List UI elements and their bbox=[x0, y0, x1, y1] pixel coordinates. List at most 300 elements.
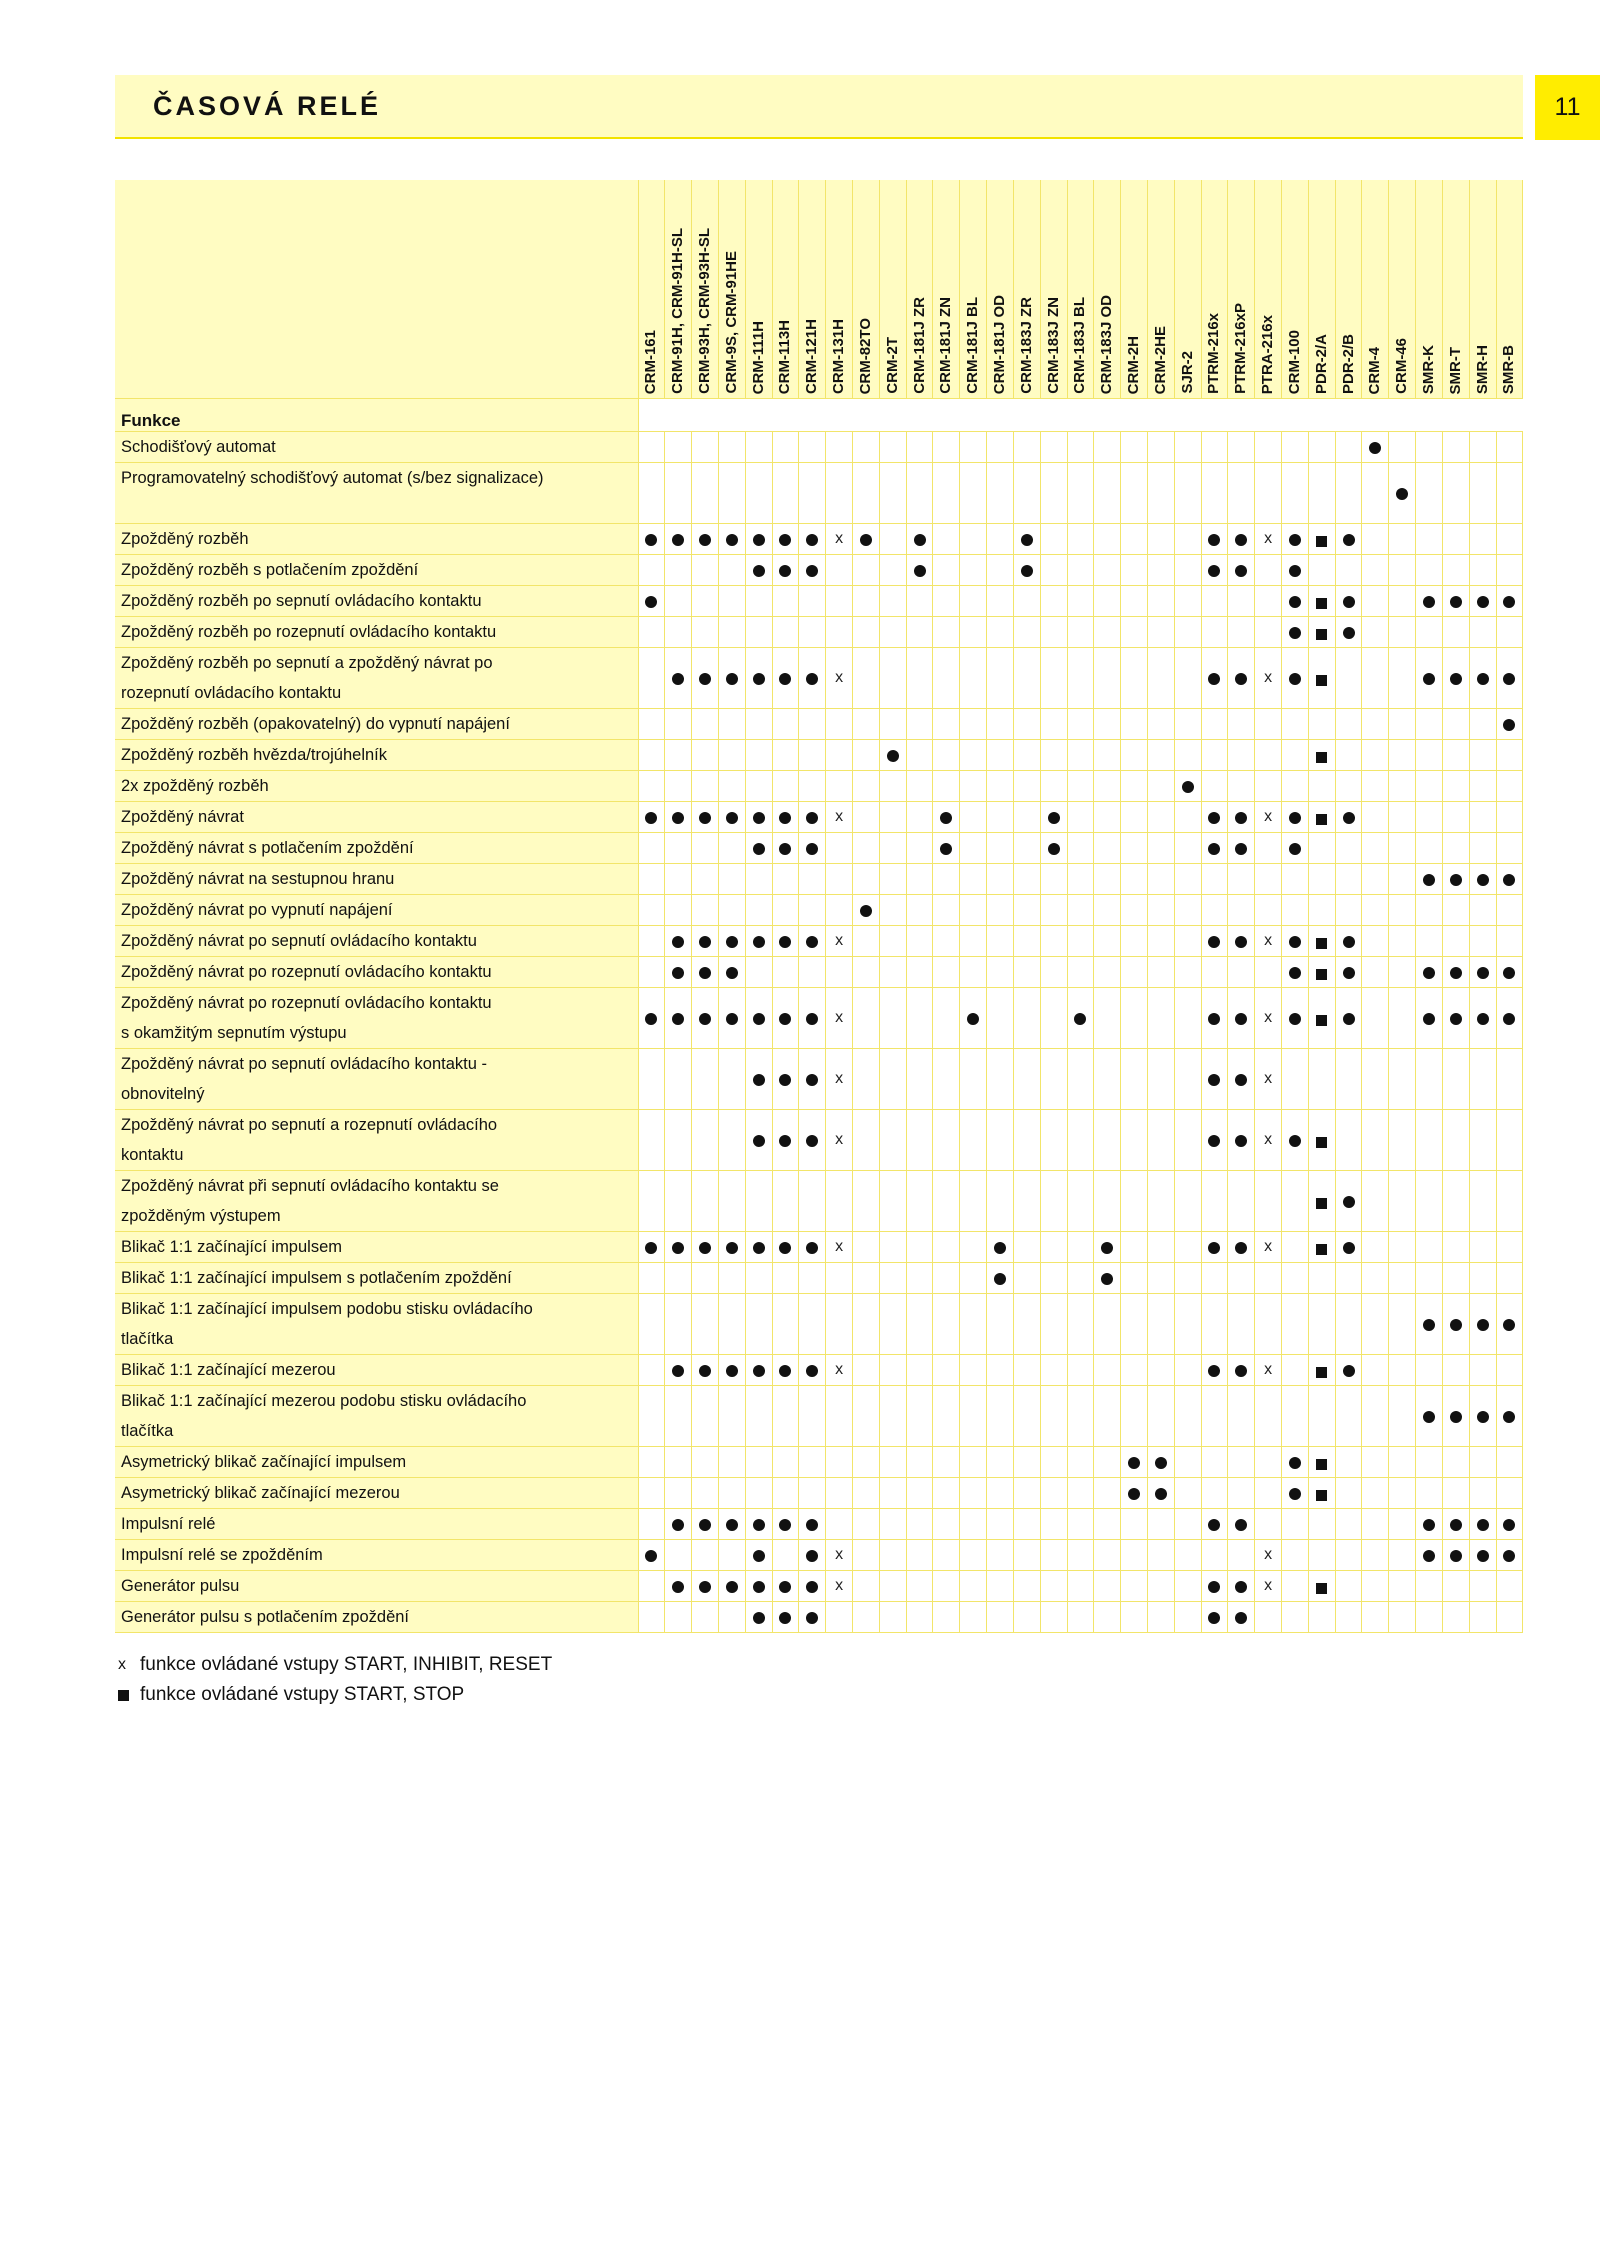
dot-mark-icon bbox=[1477, 596, 1489, 608]
empty-cell bbox=[1147, 1049, 1174, 1110]
empty-cell bbox=[1335, 1540, 1362, 1571]
function-cell bbox=[665, 926, 692, 957]
empty-cell bbox=[1469, 1571, 1496, 1602]
empty-cell bbox=[665, 864, 692, 895]
empty-cell bbox=[826, 1602, 853, 1633]
function-cell bbox=[1496, 1509, 1523, 1540]
empty-cell bbox=[718, 864, 745, 895]
column-header-label: CRM-183J BL bbox=[1071, 297, 1089, 394]
empty-cell bbox=[1147, 895, 1174, 926]
empty-cell bbox=[1067, 740, 1094, 771]
empty-cell bbox=[1255, 617, 1282, 648]
function-cell bbox=[1469, 648, 1496, 709]
empty-cell bbox=[1121, 740, 1148, 771]
function-cell bbox=[1228, 1049, 1255, 1110]
empty-cell bbox=[906, 586, 933, 617]
empty-cell bbox=[1040, 1571, 1067, 1602]
function-cell bbox=[638, 802, 665, 833]
function-cell bbox=[799, 1232, 826, 1263]
empty-cell bbox=[1389, 617, 1416, 648]
empty-cell bbox=[933, 432, 960, 463]
empty-cell bbox=[987, 926, 1014, 957]
empty-cell bbox=[1013, 648, 1040, 709]
empty-cell bbox=[1067, 1355, 1094, 1386]
function-label bbox=[115, 864, 638, 895]
table-row bbox=[115, 926, 1523, 957]
empty-cell bbox=[745, 740, 772, 771]
square-mark-icon bbox=[1316, 938, 1327, 949]
column-header-row bbox=[115, 180, 1523, 399]
empty-cell bbox=[1416, 1447, 1443, 1478]
empty-cell bbox=[772, 709, 799, 740]
dot-mark-icon bbox=[1289, 812, 1301, 824]
function-cell bbox=[1335, 586, 1362, 617]
function-label bbox=[115, 740, 638, 771]
function-cell bbox=[1013, 555, 1040, 586]
function-cell bbox=[1416, 957, 1443, 988]
function-cell bbox=[1228, 1110, 1255, 1171]
function-cell bbox=[665, 1509, 692, 1540]
function-cell bbox=[1228, 555, 1255, 586]
empty-cell bbox=[826, 1478, 853, 1509]
empty-cell bbox=[1308, 1602, 1335, 1633]
empty-cell bbox=[692, 864, 719, 895]
empty-cell bbox=[826, 771, 853, 802]
empty-cell bbox=[987, 802, 1014, 833]
function-cell bbox=[1416, 1540, 1443, 1571]
empty-cell bbox=[1174, 524, 1201, 555]
function-label bbox=[115, 1447, 638, 1478]
empty-cell bbox=[1147, 864, 1174, 895]
empty-cell bbox=[1255, 864, 1282, 895]
empty-cell bbox=[1308, 1049, 1335, 1110]
empty-cell bbox=[1442, 1571, 1469, 1602]
dot-mark-icon bbox=[806, 1612, 818, 1624]
function-cell bbox=[1308, 926, 1335, 957]
empty-cell bbox=[1389, 864, 1416, 895]
empty-cell bbox=[1416, 833, 1443, 864]
function-cell bbox=[1442, 988, 1469, 1049]
function-label bbox=[115, 833, 638, 864]
empty-cell bbox=[933, 555, 960, 586]
empty-cell bbox=[1469, 1263, 1496, 1294]
function-cell bbox=[665, 1571, 692, 1602]
function-cell bbox=[745, 1232, 772, 1263]
dot-mark-icon bbox=[645, 596, 657, 608]
dot-mark-icon bbox=[726, 967, 738, 979]
empty-cell bbox=[879, 1386, 906, 1447]
empty-cell bbox=[853, 648, 880, 709]
empty-cell bbox=[772, 463, 799, 524]
empty-cell bbox=[1174, 1355, 1201, 1386]
function-cell bbox=[799, 1355, 826, 1386]
dot-mark-icon bbox=[1289, 565, 1301, 577]
dot-mark-icon bbox=[1423, 1411, 1435, 1423]
empty-cell bbox=[987, 1509, 1014, 1540]
empty-cell bbox=[1013, 1049, 1040, 1110]
empty-cell bbox=[853, 1110, 880, 1171]
function-label-line: Zpožděný rozběh s potlačením zpoždění bbox=[121, 561, 419, 579]
function-cell bbox=[799, 1602, 826, 1633]
function-cell bbox=[1228, 833, 1255, 864]
dot-mark-icon bbox=[1503, 596, 1515, 608]
dot-mark-icon bbox=[1343, 812, 1355, 824]
empty-cell bbox=[1174, 1571, 1201, 1602]
function-cell bbox=[1040, 833, 1067, 864]
dot-mark-icon bbox=[1208, 1365, 1220, 1377]
empty-cell bbox=[1416, 617, 1443, 648]
empty-cell bbox=[745, 432, 772, 463]
empty-cell bbox=[1121, 1571, 1148, 1602]
empty-cell bbox=[960, 1232, 987, 1263]
empty-cell bbox=[906, 432, 933, 463]
empty-cell bbox=[1496, 833, 1523, 864]
function-cell bbox=[692, 1571, 719, 1602]
function-cell bbox=[638, 988, 665, 1049]
x-mark-icon: x bbox=[835, 1009, 844, 1026]
empty-cell bbox=[718, 1171, 745, 1232]
function-label-line: Asymetrický blikač začínající impulsem bbox=[121, 1453, 407, 1471]
empty-cell bbox=[1228, 957, 1255, 988]
empty-cell bbox=[638, 740, 665, 771]
empty-cell bbox=[933, 648, 960, 709]
table-row bbox=[115, 648, 1523, 709]
empty-cell bbox=[1362, 524, 1389, 555]
x-mark-icon: x bbox=[1264, 1361, 1273, 1378]
empty-cell bbox=[853, 1509, 880, 1540]
function-label-line: zpožděným výstupem bbox=[121, 1207, 281, 1225]
empty-cell bbox=[1121, 1294, 1148, 1355]
table-corner bbox=[115, 180, 638, 399]
empty-cell bbox=[1255, 957, 1282, 988]
page-number: 11 bbox=[1554, 93, 1581, 121]
empty-cell bbox=[1174, 740, 1201, 771]
function-cell bbox=[772, 926, 799, 957]
empty-cell bbox=[879, 926, 906, 957]
empty-cell bbox=[1362, 1049, 1389, 1110]
empty-cell bbox=[1282, 771, 1309, 802]
empty-cell bbox=[1282, 895, 1309, 926]
empty-cell bbox=[1389, 1478, 1416, 1509]
empty-cell bbox=[879, 864, 906, 895]
empty-cell bbox=[960, 648, 987, 709]
table-row bbox=[115, 524, 1523, 555]
function-label bbox=[115, 1540, 638, 1571]
empty-cell bbox=[772, 864, 799, 895]
empty-cell bbox=[933, 463, 960, 524]
empty-cell bbox=[1201, 1294, 1228, 1355]
empty-cell bbox=[960, 1263, 987, 1294]
empty-cell bbox=[1147, 1571, 1174, 1602]
dot-mark-icon bbox=[1208, 1612, 1220, 1624]
empty-cell bbox=[1040, 1355, 1067, 1386]
empty-cell bbox=[1174, 1509, 1201, 1540]
function-cell bbox=[1013, 524, 1040, 555]
empty-cell bbox=[1094, 1171, 1121, 1232]
empty-cell bbox=[692, 617, 719, 648]
function-cell bbox=[1147, 1447, 1174, 1478]
empty-cell bbox=[1201, 709, 1228, 740]
empty-cell bbox=[638, 1355, 665, 1386]
function-cell bbox=[1416, 648, 1443, 709]
dot-mark-icon bbox=[1423, 1319, 1435, 1331]
dot-mark-icon bbox=[1450, 1519, 1462, 1531]
empty-cell bbox=[1201, 1540, 1228, 1571]
dot-mark-icon bbox=[1503, 1411, 1515, 1423]
empty-cell bbox=[987, 988, 1014, 1049]
dot-mark-icon bbox=[1208, 565, 1220, 577]
dot-mark-icon bbox=[1208, 1242, 1220, 1254]
dot-mark-icon bbox=[1208, 936, 1220, 948]
function-cell bbox=[1228, 524, 1255, 555]
dot-mark-icon bbox=[806, 1074, 818, 1086]
function-cell bbox=[772, 524, 799, 555]
empty-cell bbox=[1362, 1540, 1389, 1571]
dot-mark-icon bbox=[1289, 1135, 1301, 1147]
empty-cell bbox=[1496, 432, 1523, 463]
empty-cell bbox=[853, 1232, 880, 1263]
empty-cell bbox=[638, 771, 665, 802]
function-label-line: Zpožděný návrat po sepnutí ovládacího kontaktu - bbox=[121, 1055, 487, 1073]
empty-cell bbox=[1201, 617, 1228, 648]
function-label-line: Zpožděný návrat po rozepnutí ovládacího kontaktu bbox=[121, 994, 492, 1012]
dot-mark-icon bbox=[806, 1013, 818, 1025]
empty-cell bbox=[1389, 1355, 1416, 1386]
dot-mark-icon bbox=[1289, 534, 1301, 546]
empty-cell bbox=[718, 740, 745, 771]
dot-mark-icon bbox=[1289, 936, 1301, 948]
empty-cell bbox=[1416, 1478, 1443, 1509]
column-header-label: CRM-161 bbox=[642, 329, 660, 394]
empty-cell bbox=[987, 1294, 1014, 1355]
empty-cell bbox=[1255, 1386, 1282, 1447]
square-mark-icon bbox=[1316, 536, 1327, 547]
dot-mark-icon bbox=[1208, 1581, 1220, 1593]
function-label-line: obnovitelný bbox=[121, 1085, 205, 1103]
table-row bbox=[115, 1110, 1523, 1171]
empty-cell bbox=[1040, 524, 1067, 555]
column-header-label: CRM-183J ZR bbox=[1017, 297, 1035, 394]
empty-cell bbox=[853, 864, 880, 895]
empty-cell bbox=[1094, 926, 1121, 957]
empty-cell bbox=[1040, 709, 1067, 740]
function-cell bbox=[1308, 586, 1335, 617]
dot-mark-icon bbox=[887, 750, 899, 762]
empty-cell bbox=[692, 586, 719, 617]
function-cell bbox=[1255, 648, 1282, 709]
function-label bbox=[115, 617, 638, 648]
function-cell bbox=[665, 988, 692, 1049]
empty-cell bbox=[1013, 709, 1040, 740]
function-cell bbox=[1469, 1294, 1496, 1355]
empty-cell bbox=[1335, 709, 1362, 740]
dot-mark-icon bbox=[1423, 1550, 1435, 1562]
empty-cell bbox=[987, 1447, 1014, 1478]
column-header bbox=[745, 180, 772, 399]
dot-mark-icon bbox=[1503, 874, 1515, 886]
empty-cell bbox=[718, 432, 745, 463]
dot-mark-icon bbox=[1048, 812, 1060, 824]
dot-mark-icon bbox=[1423, 1519, 1435, 1531]
empty-cell bbox=[799, 771, 826, 802]
column-header-label: CRM-131H bbox=[830, 318, 848, 394]
empty-cell bbox=[638, 1294, 665, 1355]
empty-cell bbox=[1496, 463, 1523, 524]
function-cell bbox=[745, 524, 772, 555]
empty-cell bbox=[1067, 1263, 1094, 1294]
function-cell bbox=[799, 1049, 826, 1110]
empty-cell bbox=[960, 709, 987, 740]
empty-cell bbox=[1469, 771, 1496, 802]
empty-cell bbox=[1469, 432, 1496, 463]
dot-mark-icon bbox=[940, 843, 952, 855]
empty-cell bbox=[1496, 1232, 1523, 1263]
column-header bbox=[1147, 180, 1174, 399]
empty-cell bbox=[853, 1386, 880, 1447]
dot-mark-icon bbox=[1235, 812, 1247, 824]
empty-cell bbox=[933, 771, 960, 802]
empty-cell bbox=[1308, 1263, 1335, 1294]
empty-cell bbox=[987, 833, 1014, 864]
empty-cell bbox=[1228, 463, 1255, 524]
empty-cell bbox=[745, 895, 772, 926]
empty-cell bbox=[1040, 1540, 1067, 1571]
empty-cell bbox=[1308, 895, 1335, 926]
table-row bbox=[115, 864, 1523, 895]
function-label bbox=[115, 1355, 638, 1386]
empty-cell bbox=[960, 1386, 987, 1447]
dot-mark-icon bbox=[806, 1581, 818, 1593]
column-header bbox=[1416, 180, 1443, 399]
empty-cell bbox=[853, 1447, 880, 1478]
function-cell bbox=[1121, 1447, 1148, 1478]
dot-mark-icon bbox=[699, 812, 711, 824]
page-title: ČASOVÁ RELÉ bbox=[153, 91, 382, 121]
empty-cell bbox=[853, 463, 880, 524]
function-cell bbox=[1469, 957, 1496, 988]
empty-cell bbox=[1255, 555, 1282, 586]
empty-cell bbox=[1121, 555, 1148, 586]
empty-cell bbox=[1121, 771, 1148, 802]
empty-cell bbox=[1416, 1602, 1443, 1633]
column-header bbox=[665, 180, 692, 399]
empty-cell bbox=[1201, 463, 1228, 524]
empty-cell bbox=[906, 1386, 933, 1447]
empty-cell bbox=[1040, 740, 1067, 771]
dot-mark-icon bbox=[1155, 1457, 1167, 1469]
column-header bbox=[772, 180, 799, 399]
function-cell bbox=[799, 1540, 826, 1571]
empty-cell bbox=[906, 1478, 933, 1509]
empty-cell bbox=[1040, 648, 1067, 709]
empty-cell bbox=[1013, 1171, 1040, 1232]
empty-cell bbox=[1282, 1571, 1309, 1602]
function-label-line: Impulsní relé se zpožděním bbox=[121, 1546, 323, 1564]
empty-cell bbox=[960, 895, 987, 926]
empty-cell bbox=[1147, 555, 1174, 586]
dot-mark-icon bbox=[753, 1013, 765, 1025]
empty-cell bbox=[933, 957, 960, 988]
empty-cell bbox=[1282, 1171, 1309, 1232]
empty-cell bbox=[1496, 802, 1523, 833]
dot-mark-icon bbox=[699, 1365, 711, 1377]
empty-cell bbox=[638, 864, 665, 895]
empty-cell bbox=[1469, 1602, 1496, 1633]
empty-cell bbox=[1442, 771, 1469, 802]
dot-mark-icon bbox=[1208, 1074, 1220, 1086]
function-cell bbox=[692, 1509, 719, 1540]
empty-cell bbox=[1389, 1232, 1416, 1263]
empty-cell bbox=[960, 586, 987, 617]
function-cell bbox=[1282, 833, 1309, 864]
column-header bbox=[692, 180, 719, 399]
empty-cell bbox=[826, 957, 853, 988]
empty-cell bbox=[1416, 740, 1443, 771]
empty-cell bbox=[1389, 1540, 1416, 1571]
empty-cell bbox=[745, 1386, 772, 1447]
empty-cell bbox=[1067, 802, 1094, 833]
empty-cell bbox=[853, 586, 880, 617]
square-mark-icon bbox=[1316, 598, 1327, 609]
empty-cell bbox=[1335, 648, 1362, 709]
empty-cell bbox=[1362, 740, 1389, 771]
empty-cell bbox=[1067, 1447, 1094, 1478]
column-header-label: CRM-4 bbox=[1366, 346, 1384, 394]
dot-mark-icon bbox=[1235, 1135, 1247, 1147]
empty-cell bbox=[1147, 617, 1174, 648]
x-mark-icon: x bbox=[1264, 530, 1273, 547]
empty-cell bbox=[933, 740, 960, 771]
function-cell bbox=[1282, 555, 1309, 586]
function-label bbox=[115, 1232, 638, 1263]
empty-cell bbox=[1040, 1110, 1067, 1171]
empty-cell bbox=[826, 709, 853, 740]
empty-cell bbox=[745, 1171, 772, 1232]
function-cell bbox=[1335, 1355, 1362, 1386]
function-label bbox=[115, 432, 638, 463]
dot-mark-icon bbox=[1423, 1013, 1435, 1025]
empty-cell bbox=[1255, 1478, 1282, 1509]
empty-cell bbox=[1389, 740, 1416, 771]
dot-mark-icon bbox=[1477, 1411, 1489, 1423]
empty-cell bbox=[987, 524, 1014, 555]
function-cell bbox=[1282, 957, 1309, 988]
empty-cell bbox=[1362, 1447, 1389, 1478]
empty-cell bbox=[1335, 1571, 1362, 1602]
dot-mark-icon bbox=[699, 1581, 711, 1593]
function-cell bbox=[1255, 1232, 1282, 1263]
empty-cell bbox=[1335, 1049, 1362, 1110]
empty-cell bbox=[906, 709, 933, 740]
empty-cell bbox=[1147, 740, 1174, 771]
function-cell bbox=[745, 802, 772, 833]
empty-cell bbox=[1496, 1110, 1523, 1171]
empty-cell bbox=[1282, 432, 1309, 463]
empty-cell bbox=[1469, 1232, 1496, 1263]
empty-cell bbox=[879, 617, 906, 648]
table-row bbox=[115, 1602, 1523, 1633]
empty-cell bbox=[1040, 463, 1067, 524]
dot-mark-icon bbox=[779, 1365, 791, 1377]
function-cell bbox=[799, 802, 826, 833]
empty-cell bbox=[1335, 1386, 1362, 1447]
empty-cell bbox=[879, 709, 906, 740]
dot-mark-icon bbox=[1021, 565, 1033, 577]
empty-cell bbox=[718, 1540, 745, 1571]
function-matrix-table bbox=[115, 180, 1523, 1633]
empty-cell bbox=[987, 1110, 1014, 1171]
function-label-line: Impulsní relé bbox=[121, 1515, 216, 1533]
